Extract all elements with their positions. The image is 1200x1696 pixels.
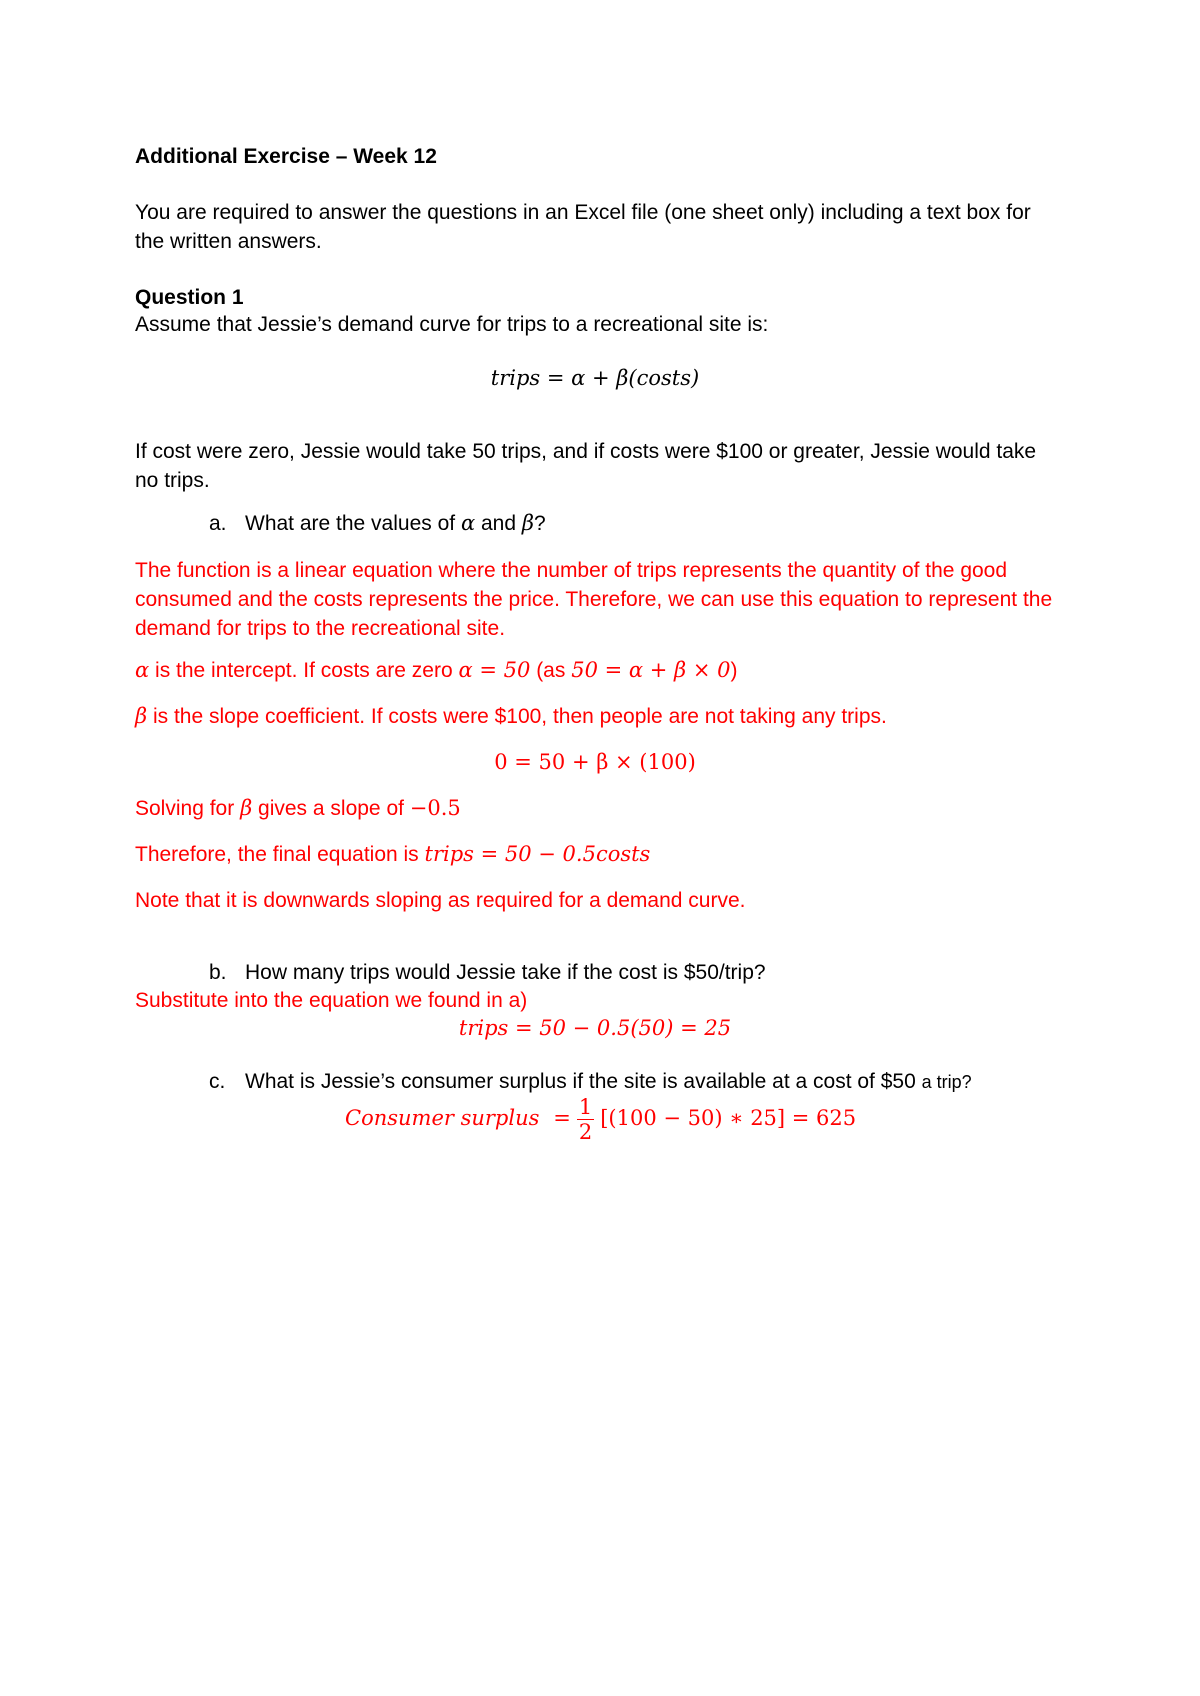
question-1-heading: Question 1: [135, 286, 244, 309]
solving-pre: Solving for: [135, 797, 241, 820]
downward-sloping-note: Note that it is downwards sloping as required for a demand curve.: [135, 889, 746, 912]
slope-equation: 0 = 50 + β × (100): [494, 750, 696, 774]
solving-for-beta-line: [135, 794, 1055, 823]
part-b-label: b.: [209, 961, 227, 984]
part-a-answer-paragraph: The function is a linear equation where the number of trips represents the quantity of the good consumed and the costs represents the price. Therefore, we can use this equation to represent the demand for trips to the recreational site.: [135, 559, 1053, 640]
part-c-label: c.: [209, 1070, 226, 1093]
part-b-text: How many trips would Jessie take if the cost is $50/trip?: [245, 961, 766, 984]
document-title: Additional Exercise – Week 12: [135, 145, 437, 168]
alpha-intercept-line: [135, 656, 1055, 685]
final-equation-line: [135, 840, 1055, 869]
part-a-text-mid: and: [475, 512, 522, 535]
part-c-text: What is Jessie’s consumer surplus if the site is available at a cost of $50: [245, 1070, 922, 1093]
beta-symbol: β: [240, 796, 253, 820]
part-c-question: [209, 1067, 1125, 1097]
final-equation: trips = 50 − 0.5costs: [424, 842, 651, 866]
alpha-line-text: is the intercept. If costs are zero: [149, 659, 459, 682]
part-a-text-post: ?: [534, 512, 546, 535]
solving-post: gives a slope of: [252, 797, 410, 820]
consumer-surplus-equation: [345, 1094, 1045, 1144]
fraction-numerator: 1: [578, 1094, 593, 1119]
beta-line-text: is the slope coefficient. If costs were $100, then people are not taking any trips.: [147, 705, 887, 728]
slope-value: −0.5: [409, 796, 461, 820]
question-1-intro: Assume that Jessie’s demand curve for trips to a recreational site is:: [135, 313, 769, 336]
cs-calculation: [(100 − 50) ∗ 25] = 625: [600, 1106, 857, 1130]
part-a-label: a.: [209, 512, 227, 535]
beta-slope-line: [135, 702, 1055, 731]
alpha-symbol: α: [135, 658, 150, 682]
part-a-text-pre: What are the values of: [245, 512, 461, 535]
question-1-condition: If cost were zero, Jessie would take 50 trips, and if costs were $100 or greater, Jessie would take no trips.: [135, 440, 1037, 492]
alpha-check-equation: 50 = α + β × 0: [571, 658, 731, 682]
beta-symbol: β: [135, 704, 148, 728]
part-a-question: [209, 509, 1125, 538]
fraction-denominator: 2: [578, 1119, 593, 1144]
cs-equals: =: [553, 1106, 571, 1130]
part-b-question: [209, 958, 1125, 987]
final-pre: Therefore, the final equation is: [135, 843, 425, 866]
part-b-answer-intro: Substitute into the equation we found in a): [135, 989, 528, 1012]
one-half-fraction: [577, 1095, 594, 1144]
alpha-symbol: α: [460, 511, 476, 535]
beta-symbol: β: [521, 511, 534, 535]
part-b-answer-equation: trips = 50 − 0.5(50) = 25: [458, 1016, 732, 1040]
instructions: You are required to answer the questions in an Excel file (one sheet only) including a text box for the written answers.: [135, 201, 1031, 253]
part-c-text-small: a trip?: [921, 1072, 972, 1092]
alpha-paren-open: (as: [530, 659, 572, 682]
alpha-paren-close: ): [730, 659, 738, 682]
alpha-equals-50: α = 50: [458, 658, 531, 682]
demand-equation: trips = α + β(costs): [490, 366, 700, 390]
consumer-surplus-label: Consumer surplus: [345, 1106, 540, 1130]
